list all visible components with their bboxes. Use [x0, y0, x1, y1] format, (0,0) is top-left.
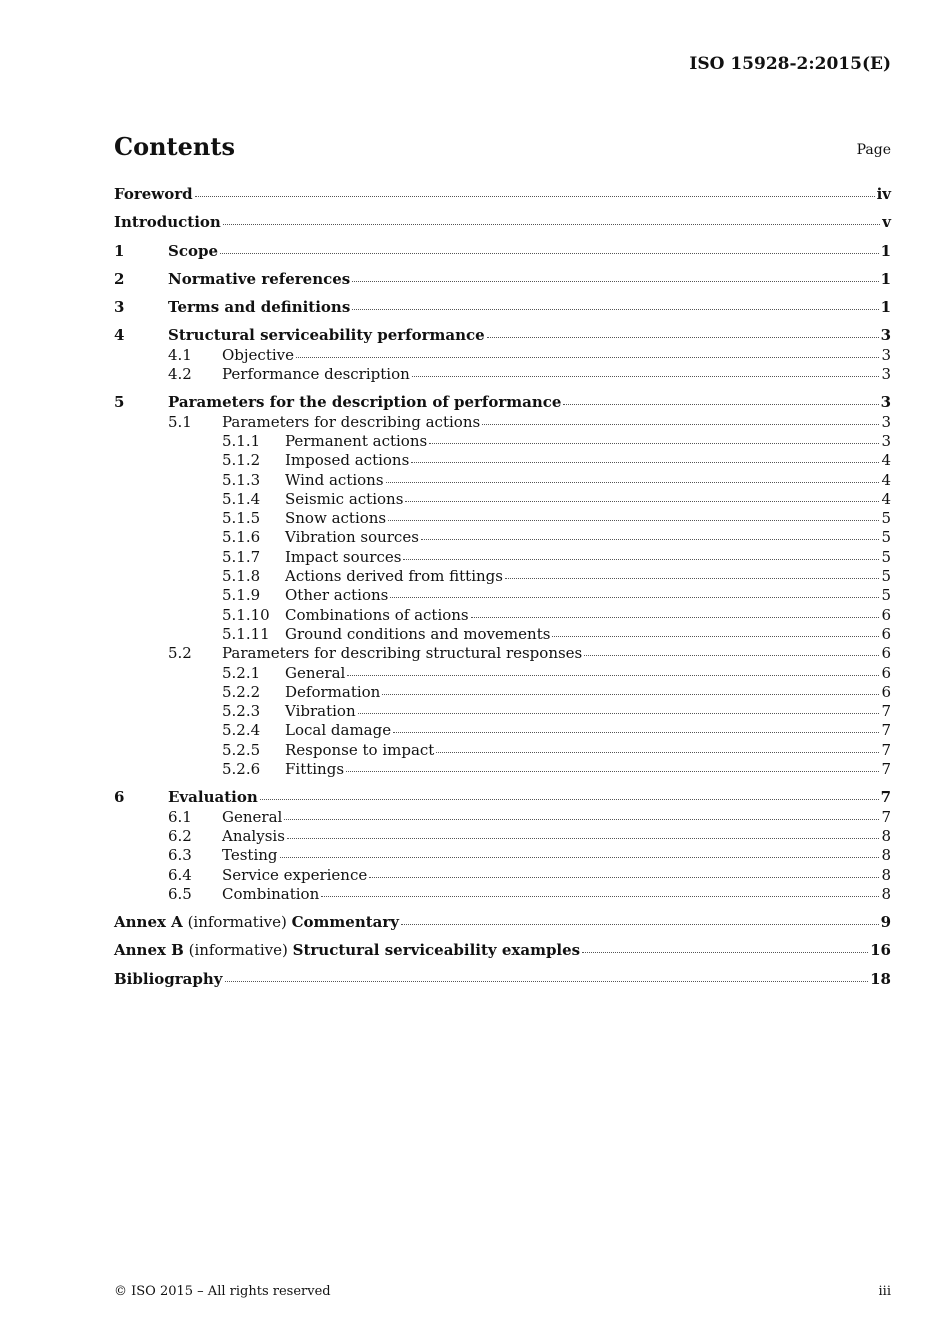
toc-entry[interactable]: [114, 846, 891, 865]
toc-entry-page: 7: [881, 740, 891, 759]
toc-entry-title: General: [222, 807, 283, 826]
toc-entry-title: Combinations of actions: [285, 605, 469, 624]
dot-leader: [390, 597, 879, 598]
toc-entry-number: 5.1: [168, 412, 192, 431]
toc-entry[interactable]: [114, 326, 891, 345]
toc-entry-number: 6.1: [168, 807, 192, 826]
dot-leader: [584, 655, 879, 656]
dot-leader: [563, 404, 878, 405]
dot-leader: [401, 924, 879, 925]
toc-entry-number: 5.1.7: [222, 547, 261, 566]
toc-entry-number: 5.1.4: [222, 489, 261, 508]
toc-entry[interactable]: [114, 683, 891, 702]
toc-entry-title: Seismic actions: [285, 489, 404, 508]
toc-entry-page: 3: [881, 431, 891, 450]
toc-entry-number: 5.1.3: [222, 470, 261, 489]
toc-entry[interactable]: [114, 866, 891, 885]
dot-leader: [284, 819, 879, 820]
page-column-label: Page: [856, 142, 891, 158]
dot-leader: [287, 838, 880, 839]
dot-leader: [436, 752, 879, 753]
toc-entry-title: Evaluation: [168, 788, 258, 807]
annex-label: Annex B: [114, 941, 184, 960]
dot-leader: [220, 253, 879, 254]
dot-leader: [352, 309, 878, 310]
dot-leader: [412, 376, 880, 377]
toc-entry-page: 1: [880, 241, 891, 260]
toc-entry-page: v: [882, 213, 891, 232]
annex-title: Structural serviceability examples: [292, 941, 581, 960]
toc-entry[interactable]: [114, 970, 891, 989]
toc-entry-title: Wind actions: [285, 470, 384, 489]
toc-entry-title: Bibliography: [114, 969, 223, 988]
dot-leader: [382, 694, 879, 695]
toc-entry-number: 5.1.2: [222, 451, 261, 470]
dot-leader: [346, 771, 879, 772]
toc-entry[interactable]: [114, 432, 891, 451]
toc-entry-title: Testing: [222, 846, 278, 865]
toc-entry[interactable]: [114, 567, 891, 586]
toc-entry-number: 5.1.6: [222, 528, 261, 547]
toc-entry[interactable]: [114, 528, 891, 547]
toc-entry-number: 5.2.2: [222, 682, 261, 701]
toc-entry-number: 5.2.4: [222, 721, 261, 740]
toc-entry-page: 5: [881, 547, 891, 566]
toc-entry-page: 5: [881, 586, 891, 605]
toc-entry-page: 4: [881, 470, 891, 489]
dot-leader: [347, 675, 879, 676]
toc-entry-title: General: [285, 663, 346, 682]
toc-entry-number: 5.1.1: [222, 431, 261, 450]
toc-entry[interactable]: [114, 213, 891, 232]
toc-entry-number: 2: [114, 269, 125, 288]
dot-leader: [358, 713, 880, 714]
toc-entry-page: 8: [881, 884, 891, 903]
toc-entry[interactable]: [114, 760, 891, 779]
toc-entry-page: 7: [881, 721, 891, 740]
toc-entry-title: Objective: [222, 345, 295, 364]
dot-leader: [260, 799, 879, 800]
toc-entry-page: 4: [881, 489, 891, 508]
toc-entry-number: 5.1.9: [222, 586, 261, 605]
dot-leader: [505, 578, 880, 579]
toc-entry[interactable]: [114, 788, 891, 807]
toc-entry-page: 5: [881, 567, 891, 586]
toc-entry-page: 1: [880, 269, 891, 288]
toc-entry-title: Combination: [222, 884, 320, 903]
toc-entry-page: 16: [870, 941, 891, 960]
toc-entry[interactable]: [114, 298, 891, 317]
dot-leader: [280, 857, 880, 858]
dot-leader: [369, 877, 879, 878]
toc-entry[interactable]: [114, 625, 891, 644]
dot-leader: [482, 424, 879, 425]
toc-entry[interactable]: [114, 913, 891, 932]
dot-leader: [225, 981, 869, 982]
annex-title: Commentary: [291, 913, 399, 932]
toc-entry-title: Snow actions: [285, 509, 387, 528]
toc-entry-page: 1: [880, 298, 891, 317]
toc-entry-page: 6: [881, 663, 891, 682]
toc-entry-page: 8: [881, 846, 891, 865]
toc-entry-number: 1: [114, 241, 125, 260]
toc-entry-page: iv: [876, 185, 891, 203]
toc-entry-page: 8: [881, 865, 891, 884]
toc-entry-page: 7: [881, 807, 891, 826]
toc-entry-number: 5.1.11: [222, 624, 270, 643]
toc-entry-number: 6.2: [168, 826, 192, 845]
dot-leader: [223, 224, 880, 225]
toc-entry-number: 5.1.8: [222, 567, 261, 586]
dot-leader: [296, 357, 879, 358]
toc-entry[interactable]: [114, 606, 891, 625]
toc-entry-title: Foreword: [114, 185, 193, 203]
toc-entry-title: Response to impact: [285, 740, 435, 759]
toc-entry-page: 6: [881, 624, 891, 643]
toc-entry-title: Vibration: [285, 702, 356, 721]
toc-entry-title: Fittings: [285, 760, 345, 779]
toc-entry-page: 8: [881, 826, 891, 845]
contents-title: Contents: [114, 132, 235, 161]
dot-leader: [582, 952, 868, 953]
toc-entry-page: 7: [881, 760, 891, 779]
toc-entry[interactable]: [114, 185, 891, 204]
toc-entry-title: Permanent actions: [285, 431, 428, 450]
toc-entry[interactable]: [114, 509, 891, 528]
toc-entry[interactable]: [114, 721, 891, 740]
toc-entry-title: Deformation: [285, 682, 381, 701]
toc-entry-title: Structural serviceability performance: [168, 326, 485, 345]
toc-entry[interactable]: [114, 827, 891, 846]
toc-entry[interactable]: [114, 270, 891, 289]
toc-entry-title: Service experience: [222, 865, 368, 884]
toc-entry-title: Analysis: [222, 826, 285, 845]
toc-entry-title: Impact sources: [285, 547, 402, 566]
toc-entry-page: 3: [880, 393, 891, 412]
toc-entry-number: 5.2.6: [222, 760, 261, 779]
toc-entry[interactable]: [114, 490, 891, 509]
toc-entry-page: 3: [881, 412, 891, 431]
toc-entry-number: 5.1.10: [222, 605, 270, 624]
toc-entry-title: Ground conditions and movements: [285, 624, 551, 643]
dot-leader: [411, 462, 879, 463]
toc-entry-title: Vibration sources: [285, 528, 419, 547]
toc-entry-title: Other actions: [285, 586, 389, 605]
toc-entry-page: 5: [881, 509, 891, 528]
toc-entry-page: 9: [880, 913, 891, 932]
toc-entry-number: 4: [114, 326, 125, 345]
toc-entry-page: 4: [881, 451, 891, 470]
toc-entry-title: Local damage: [285, 721, 392, 740]
dot-leader: [321, 896, 879, 897]
toc-entry[interactable]: [114, 644, 891, 663]
toc-entry[interactable]: [114, 413, 891, 432]
toc-entry[interactable]: [114, 471, 891, 490]
toc-entry-number: 5.2.1: [222, 663, 261, 682]
toc-entry-title: Normative references: [168, 269, 351, 288]
toc-entry-number: 3: [114, 298, 125, 317]
toc-entry-title: Imposed actions: [285, 451, 410, 470]
toc-entry-title: Parameters for the description of performance: [168, 393, 562, 412]
dot-leader: [405, 501, 879, 502]
toc-entry-number: 5.2.3: [222, 702, 261, 721]
toc-entry-page: 7: [881, 702, 891, 721]
annex-label: Annex A: [114, 913, 183, 932]
toc-entry[interactable]: [114, 885, 891, 904]
toc-entry-page: 6: [881, 644, 891, 663]
toc-entry[interactable]: [114, 365, 891, 384]
toc-entry-number: 4.2: [168, 365, 192, 384]
toc-entry-title: Scope: [168, 241, 219, 260]
toc-entry[interactable]: [114, 393, 891, 412]
toc-entry-title: [114, 913, 399, 931]
dot-leader: [552, 636, 879, 637]
dot-leader: [421, 539, 880, 540]
toc-entry-number: 5.1.5: [222, 509, 261, 528]
toc-entry[interactable]: [114, 242, 891, 261]
toc-entry-number: 6.3: [168, 846, 192, 865]
dot-leader: [393, 732, 879, 733]
toc-entry-page: 6: [881, 605, 891, 624]
annex-type: (informative): [182, 913, 292, 932]
dot-leader: [429, 443, 879, 444]
table-of-contents: [114, 185, 891, 989]
toc-entry-number: 5.2: [168, 644, 192, 663]
dot-leader: [471, 617, 880, 618]
toc-entry-number: 6: [114, 788, 125, 807]
dot-leader: [388, 520, 879, 521]
document-id: ISO 15928-2:2015(E): [689, 54, 891, 74]
toc-entry-number: 5.2.5: [222, 740, 261, 759]
toc-entry-title: Parameters for describing actions: [222, 412, 481, 431]
dot-leader: [487, 337, 879, 338]
toc-entry[interactable]: [114, 941, 891, 960]
toc-entry[interactable]: [114, 586, 891, 605]
toc-entry-number: 5: [114, 393, 125, 412]
toc-entry[interactable]: [114, 808, 891, 827]
toc-entry[interactable]: [114, 702, 891, 721]
page-number: iii: [878, 1284, 891, 1299]
dot-leader: [386, 482, 880, 483]
toc-entry-title: Actions derived from fittings: [285, 567, 503, 586]
toc-entry-number: 6.5: [168, 884, 192, 903]
toc-entry-page: 6: [881, 682, 891, 701]
toc-entry-title: [114, 941, 580, 959]
toc-entry[interactable]: [114, 664, 891, 683]
toc-entry-title: Terms and definitions: [168, 298, 351, 317]
toc-entry[interactable]: [114, 451, 891, 470]
toc-entry-title: Parameters for describing structural responses: [222, 644, 583, 663]
copyright-notice: © ISO 2015 – All rights reserved: [114, 1284, 331, 1299]
toc-entry-page: 18: [870, 969, 891, 988]
toc-entry-number: 6.4: [168, 865, 192, 884]
toc-entry-number: 4.1: [168, 345, 192, 364]
dot-leader: [403, 559, 879, 560]
toc-entry[interactable]: [114, 346, 891, 365]
toc-entry-page: 3: [881, 345, 891, 364]
toc-entry-page: 5: [881, 528, 891, 547]
toc-entry[interactable]: [114, 548, 891, 567]
toc-entry-page: 3: [880, 326, 891, 345]
toc-entry-title: Performance description: [222, 365, 410, 384]
toc-entry-page: 7: [880, 788, 891, 807]
annex-type: (informative): [183, 941, 293, 960]
dot-leader: [195, 196, 875, 197]
dot-leader: [352, 281, 878, 282]
toc-entry-page: 3: [881, 365, 891, 384]
toc-entry-title: Introduction: [114, 213, 221, 232]
toc-entry[interactable]: [114, 741, 891, 760]
